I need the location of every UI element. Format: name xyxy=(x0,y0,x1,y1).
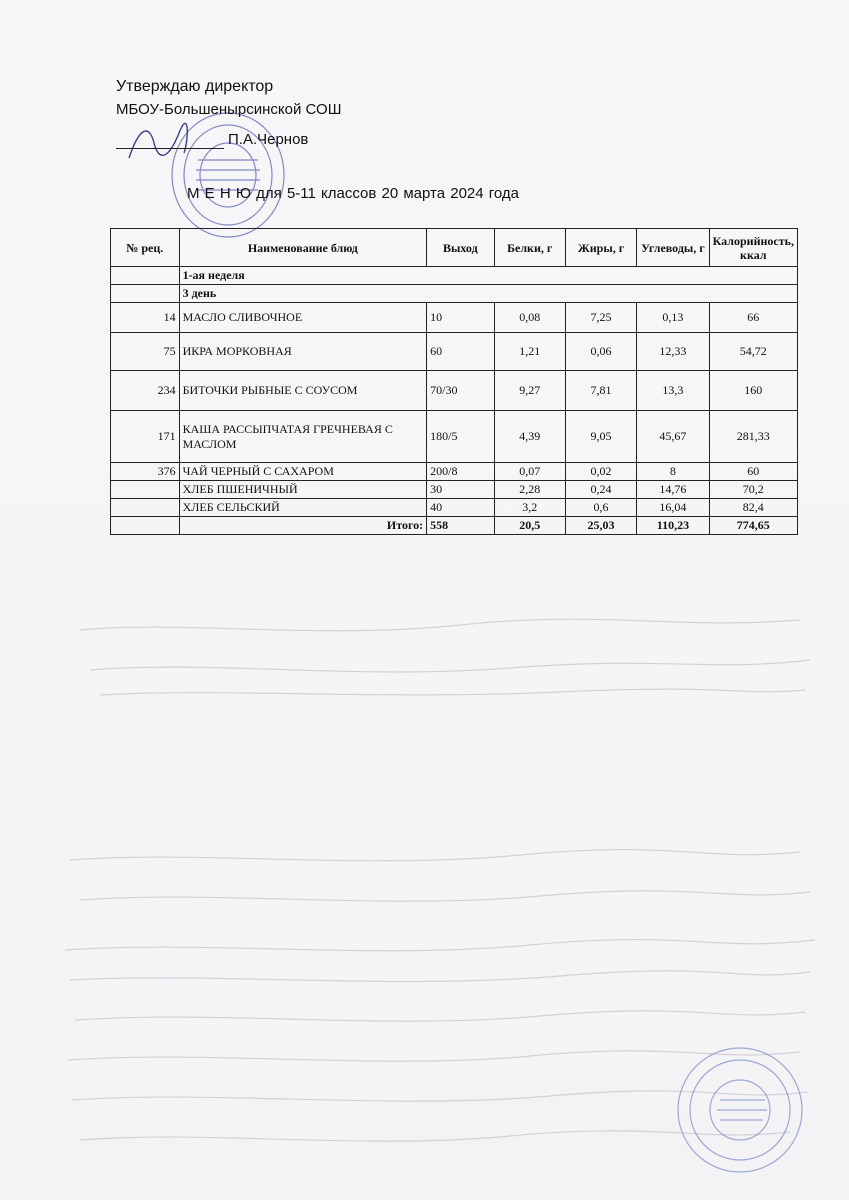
cell-out: 10 xyxy=(427,303,494,333)
total-kcal: 774,65 xyxy=(709,517,797,535)
cell-rec: 376 xyxy=(111,463,180,481)
header-fat: Жиры, г xyxy=(565,229,636,267)
table-row xyxy=(111,303,798,333)
cell-kcal: 66 xyxy=(709,303,797,333)
table-row xyxy=(111,481,798,499)
cell-kcal: 54,72 xyxy=(709,333,797,371)
header-kcal: Калорийность, ккал xyxy=(709,229,797,267)
cell-carb: 14,76 xyxy=(637,481,709,499)
cell-rec: 171 xyxy=(111,411,180,463)
day-label: 3 день xyxy=(179,285,797,303)
cell-carb: 13,3 xyxy=(637,371,709,411)
header-rec: № рец. xyxy=(111,229,180,267)
cell-carb: 12,33 xyxy=(637,333,709,371)
cell-name: КАША РАССЫПЧАТАЯ ГРЕЧНЕВАЯ С МАСЛОМ xyxy=(179,411,427,463)
director-name: П.А.Чернов xyxy=(228,131,309,148)
cell-name: ИКРА МОРКОВНАЯ xyxy=(179,333,427,371)
cell-name: ХЛЕБ ПШЕНИЧНЫЙ xyxy=(179,481,427,499)
cell-name: ЧАЙ ЧЕРНЫЙ С САХАРОМ xyxy=(179,463,427,481)
cell-carb: 8 xyxy=(637,463,709,481)
cell-protein: 4,39 xyxy=(494,411,565,463)
cell-fat: 0,06 xyxy=(565,333,636,371)
cell-out: 70/30 xyxy=(427,371,494,411)
cell-kcal: 281,33 xyxy=(709,411,797,463)
header-name: Наименование блюд xyxy=(179,229,427,267)
cell-fat: 7,25 xyxy=(565,303,636,333)
table-row xyxy=(111,371,798,411)
cell-out: 30 xyxy=(427,481,494,499)
menu-title: М Е Н Ю для 5-11 классов 20 марта 2024 года xyxy=(187,185,520,202)
cell-out: 40 xyxy=(427,499,494,517)
cell-fat: 9,05 xyxy=(565,411,636,463)
cell-name: БИТОЧКИ РЫБНЫЕ С СОУСОМ xyxy=(179,371,427,411)
cell-name: МАСЛО СЛИВОЧНОЕ xyxy=(179,303,427,333)
total-label: Итого: xyxy=(179,517,427,535)
cell-carb: 45,67 xyxy=(637,411,709,463)
school-name: МБОУ-Большенырсинской СОШ xyxy=(116,101,342,118)
menu-table xyxy=(110,228,798,535)
table-header-row xyxy=(111,229,798,267)
total-fat: 25,03 xyxy=(565,517,636,535)
cell-protein: 9,27 xyxy=(494,371,565,411)
table-row xyxy=(111,411,798,463)
cell-rec: 14 xyxy=(111,303,180,333)
cell-kcal: 160 xyxy=(709,371,797,411)
week-label: 1-ая неделя xyxy=(179,267,797,285)
cell-protein: 0,08 xyxy=(494,303,565,333)
header-carb: Углеводы, г xyxy=(637,229,709,267)
header-protein: Белки, г xyxy=(494,229,565,267)
cell-carb: 0,13 xyxy=(637,303,709,333)
round-stamp xyxy=(675,1045,805,1175)
cell-fat: 0,24 xyxy=(565,481,636,499)
total-carb: 110,23 xyxy=(637,517,709,535)
cell-kcal: 60 xyxy=(709,463,797,481)
cell-rec xyxy=(111,481,180,499)
cell-rec xyxy=(111,499,180,517)
table-row xyxy=(111,499,798,517)
cell-protein: 3,2 xyxy=(494,499,565,517)
table-row xyxy=(111,463,798,481)
cell-protein: 0,07 xyxy=(494,463,565,481)
signature-line xyxy=(116,148,224,149)
total-protein: 20,5 xyxy=(494,517,565,535)
cell-rec: 234 xyxy=(111,371,180,411)
header-out: Выход xyxy=(427,229,494,267)
cell-kcal: 82,4 xyxy=(709,499,797,517)
cell-carb: 16,04 xyxy=(637,499,709,517)
cell-kcal: 70,2 xyxy=(709,481,797,499)
cell-out: 180/5 xyxy=(427,411,494,463)
cell-protein: 2,28 xyxy=(494,481,565,499)
week-row xyxy=(111,267,798,285)
table-row xyxy=(111,333,798,371)
cell-out: 60 xyxy=(427,333,494,371)
cell-fat: 0,6 xyxy=(565,499,636,517)
cell-name: ХЛЕБ СЕЛЬСКИЙ xyxy=(179,499,427,517)
cell-protein: 1,21 xyxy=(494,333,565,371)
director-signature xyxy=(124,118,194,168)
total-out: 558 xyxy=(427,517,494,535)
cell-out: 200/8 xyxy=(427,463,494,481)
day-row xyxy=(111,285,798,303)
cell-fat: 0,02 xyxy=(565,463,636,481)
cell-rec: 75 xyxy=(111,333,180,371)
total-row xyxy=(111,517,798,535)
cell-fat: 7,81 xyxy=(565,371,636,411)
approval-line: Утверждаю директор xyxy=(116,78,274,95)
